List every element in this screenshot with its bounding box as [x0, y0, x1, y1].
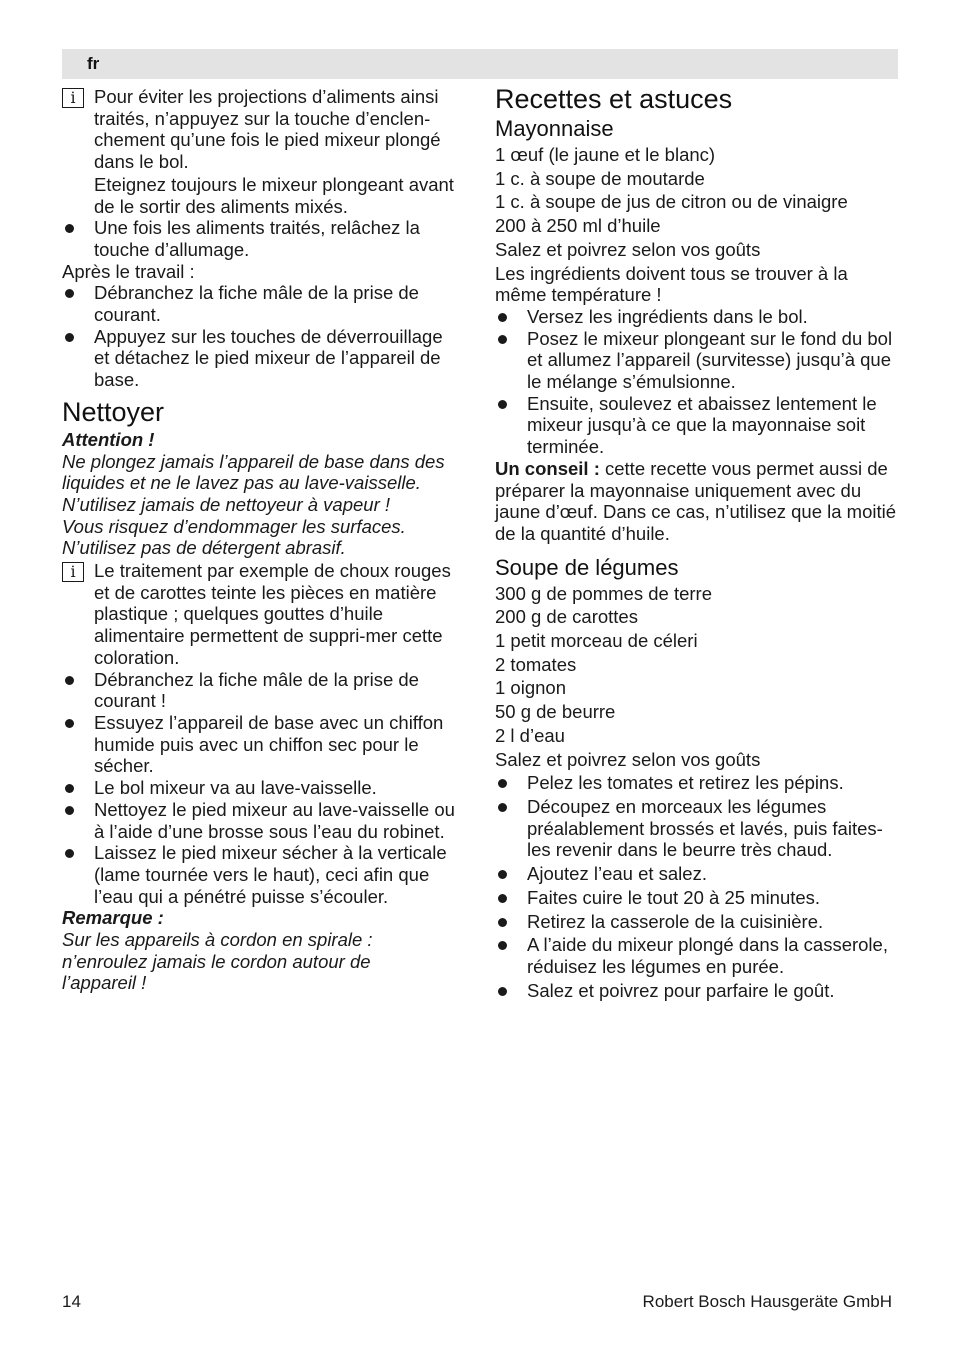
info-icon: i	[62, 562, 84, 582]
right-column	[495, 84, 903, 1003]
ingredient-item: 1 œuf (le jaune et le blanc)	[495, 144, 716, 165]
language-bar	[62, 49, 898, 79]
list-item: Ensuite, soulevez et abaissez lentement le mixeur jusqu’à ce que la mayonnaise soit terminée.	[495, 393, 903, 458]
attention-text: N’utilisez pas de détergent abrasif.	[62, 537, 346, 559]
list-item: Le bol mixeur va au lave-vaisselle.	[62, 777, 462, 799]
tip-text: cette recette vous permet aussi de préparer la mayonnaise uniquement avec du jaune d’œuf. Dans ce cas, n’utilisez que la moitié de la quantité d’huile.	[495, 457, 897, 544]
section-title-clean: Nettoyer	[62, 396, 165, 427]
ingredient-item: 2 tomates	[495, 653, 577, 675]
list-item: Essuyez l’appareil de base avec un chiffon humide puis avec un chiffon sec pour le sécher.	[62, 712, 462, 777]
remark-label: Remarque :	[62, 907, 164, 929]
ingredient-item: 1 c. à soupe de moutarde	[495, 167, 705, 189]
ingredient-item: Salez et poivrez selon vos goûts	[495, 748, 761, 770]
ingredient-item: 2 l d’eau	[495, 724, 565, 746]
list-item: Débranchez la fiche mâle de la prise de courant !	[62, 669, 462, 712]
list-item: Posez le mixeur plongeant sur le fond du bol et allumez l’appareil (survitesse) jusqu’à que le mélange s’émulsionne.	[495, 328, 903, 393]
info-note-text: Pour éviter les projections d’aliments ainsi traités, n’appuyez sur la touche d’enclen-chement qu’une fois le pied mixeur plongé dans le bol.	[94, 86, 441, 173]
list-item: Versez les ingrédients dans le bol.	[495, 306, 903, 328]
list-item: Salez et poivrez pour parfaire le goût.	[495, 980, 903, 1002]
ingredient-item: Salez et poivrez selon vos goûts	[495, 238, 761, 260]
language-code: fr	[87, 54, 100, 73]
after-work-label: Après le travail :	[62, 260, 195, 282]
list-item: Nettoyez le pied mixeur au lave-vaisselle ou à l’aide d’une brosse sous l’eau du robinet.	[62, 799, 462, 842]
info-note-text-2: Eteignez toujours le mixeur plongeant avant de le sortir des aliments mixés.	[94, 173, 454, 217]
tip-label: Un conseil :	[495, 457, 600, 479]
list-item: Laissez le pied mixeur sécher à la verticale (lame tournée vers le haut), ceci afin que l’eau qui a pénétré puisse s’écouler.	[62, 842, 462, 907]
list-item: Appuyez sur les touches de déverrouillage et détachez le pied mixeur de l’appareil de base.	[62, 326, 462, 391]
list-item: Ajoutez l’eau et salez.	[495, 863, 903, 885]
page-number: 14	[62, 1292, 81, 1311]
company-name: Robert Bosch Hausgeräte GmbH	[642, 1292, 892, 1311]
tip-paragraph	[495, 458, 903, 545]
recipe-title-soup: Soupe de légumes	[495, 554, 679, 580]
mayo-note: Les ingrédients doivent tous se trouver à la même température !	[495, 262, 848, 306]
left-column	[62, 86, 462, 994]
ingredient-item: 50 g de beurre	[495, 701, 616, 723]
list-item: Faites cuire le tout 20 à 25 minutes.	[495, 887, 903, 909]
section-title-recipes: Recettes et astuces	[495, 84, 733, 114]
list-item: Une fois les aliments traités, relâchez la touche d’allumage.	[62, 217, 462, 260]
info-note-coloration	[62, 560, 462, 669]
list-item: Pelez les tomates et retirez les pépins.	[495, 772, 903, 794]
ingredient-item: 300 g de pommes de terre	[495, 582, 712, 604]
attention-label: Attention !	[62, 428, 155, 450]
recipe-title-mayonnaise: Mayonnaise	[495, 116, 614, 141]
attention-text: Ne plongez jamais l’appareil de base dans des liquides et ne le lavez pas au lave-vaisselle.	[62, 450, 445, 494]
list-item: A l’aide du mixeur plongé dans la casserole, réduisez les légumes en purée.	[495, 934, 903, 977]
ingredient-item: 1 oignon	[495, 677, 566, 699]
ingredient-item: 1 c. à soupe de jus de citron ou de vinaigre	[495, 191, 848, 213]
list-item: Retirez la casserole de la cuisinière.	[495, 911, 903, 933]
remark-text: Sur les appareils à cordon en spirale : n’enroulez jamais le cordon autour de l’appareil !	[62, 929, 373, 994]
info-note-splash	[62, 86, 462, 217]
info-note-text: Le traitement par exemple de choux rouges et de carottes teinte les pièces en matière plastique ; quelques gouttes d’huile alimentaire permettent de suppri-mer cette coloration.	[94, 560, 451, 668]
ingredient-item: 1 petit morceau de céleri	[495, 630, 698, 652]
list-item: Débranchez la fiche mâle de la prise de courant.	[62, 282, 462, 325]
info-icon: i	[62, 88, 84, 108]
ingredient-item: 200 à 250 ml d’huile	[495, 215, 661, 237]
attention-text: N’utilisez jamais de nettoyeur à vapeur !	[62, 493, 391, 515]
ingredient-item: 200 g de carottes	[495, 606, 638, 628]
attention-text: Vous risquez d’endommager les surfaces.	[62, 515, 406, 537]
list-item: Découpez en morceaux les légumes préalablement brossés et lavés, puis faites-les revenir dans le beurre très chaud.	[495, 796, 903, 861]
